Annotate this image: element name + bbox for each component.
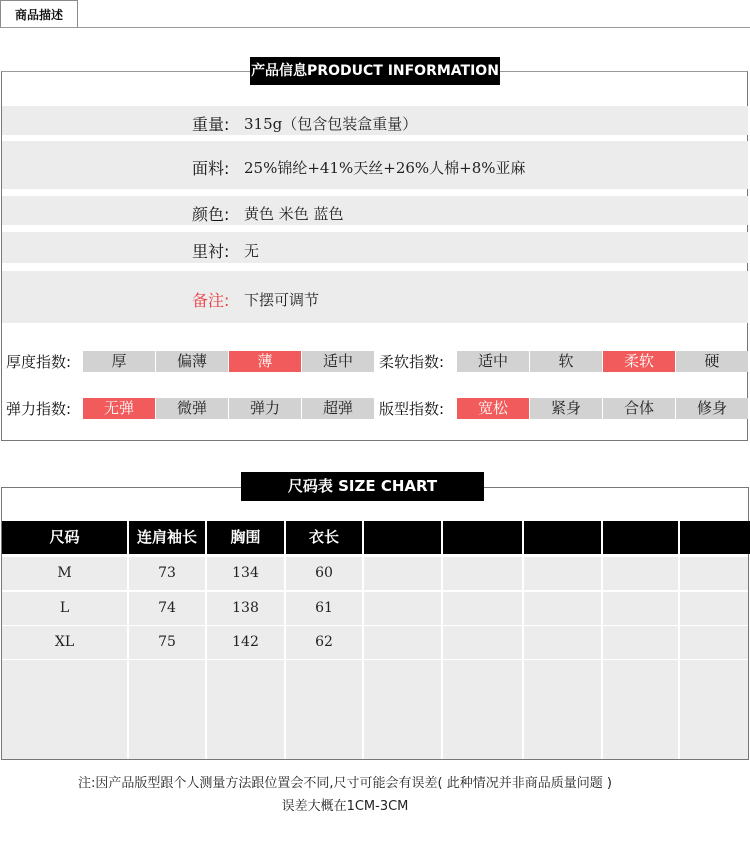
info-row-weight xyxy=(2,106,748,135)
sleeve-cell: 73 xyxy=(158,565,176,581)
size-note: 注:因产品版型跟个人测量方法跟位置会不同,尺寸可能会有误差( 此种情况并非商品质量问题 ) xyxy=(78,776,612,791)
table-row-empty xyxy=(2,693,748,726)
softness-option-selected: 柔软 xyxy=(603,351,675,372)
header-cell: 胸围 xyxy=(230,528,261,546)
table-row xyxy=(2,592,748,625)
info-row-remark xyxy=(2,271,748,323)
info-row-fabric xyxy=(2,141,748,189)
column-divider xyxy=(441,521,443,759)
softness-index-label: 柔软指数: xyxy=(379,353,445,371)
header-cell: 衣长 xyxy=(308,528,339,546)
table-row xyxy=(2,626,748,659)
elasticity-option: 弹力 xyxy=(229,398,301,419)
size-table-header xyxy=(2,521,750,554)
size-chart-title: 尺码表 SIZE CHART xyxy=(241,472,484,501)
sleeve-cell: 75 xyxy=(158,634,176,650)
chest-cell: 142 xyxy=(232,634,259,650)
header-cell: 连肩袖长 xyxy=(136,528,197,546)
tab-product-description[interactable]: 商品描述 xyxy=(0,0,78,27)
column-divider xyxy=(284,521,286,759)
softness-option: 软 xyxy=(530,351,602,372)
thickness-option: 偏薄 xyxy=(156,351,228,372)
fit-option: 合体 xyxy=(603,398,675,419)
elasticity-option-selected: 无弹 xyxy=(83,398,155,419)
info-label: 颜色: xyxy=(192,205,230,224)
info-value: 下摆可调节 xyxy=(244,291,320,309)
size-cell: L xyxy=(59,600,70,616)
info-row-color xyxy=(2,196,748,225)
size-note-tolerance: 误差大概在1CM-3CM xyxy=(281,799,409,814)
fit-option-selected: 宽松 xyxy=(457,398,529,419)
product-info-title: 产品信息PRODUCT INFORMATION xyxy=(250,57,500,85)
column-divider xyxy=(522,521,524,759)
thickness-option-selected: 薄 xyxy=(229,351,301,372)
chest-cell: 134 xyxy=(232,565,259,581)
elasticity-option: 超弹 xyxy=(302,398,374,419)
column-divider xyxy=(127,521,129,759)
info-row-lining xyxy=(2,232,748,263)
thickness-option: 适中 xyxy=(302,351,374,372)
size-cell: XL xyxy=(54,634,75,650)
fit-option: 紧身 xyxy=(530,398,602,419)
info-label: 重量: xyxy=(192,115,230,134)
chest-cell: 138 xyxy=(232,600,259,616)
size-cell: M xyxy=(57,565,72,581)
length-cell: 60 xyxy=(315,565,333,581)
sleeve-cell: 74 xyxy=(158,600,176,616)
info-value: 315g（包含包装盒重量） xyxy=(244,115,418,133)
table-row-empty xyxy=(2,726,748,759)
elasticity-index-label: 弹力指数: xyxy=(6,400,72,418)
thickness-index-label: 厚度指数: xyxy=(6,353,72,371)
info-label: 里衬: xyxy=(192,242,230,261)
info-value: 黄色 米色 蓝色 xyxy=(244,205,344,223)
column-divider xyxy=(601,521,603,759)
column-divider xyxy=(205,521,207,759)
column-divider xyxy=(362,521,364,759)
table-row-empty xyxy=(2,660,748,693)
info-value: 25%锦纶+41%天丝+26%人棉+8%亚麻 xyxy=(244,159,526,177)
length-cell: 61 xyxy=(315,600,333,616)
tab-underline xyxy=(0,27,750,28)
softness-option: 硬 xyxy=(676,351,748,372)
info-value: 无 xyxy=(244,242,260,260)
info-label-remark: 备注: xyxy=(192,291,230,310)
info-label: 面料: xyxy=(192,159,230,178)
softness-option: 适中 xyxy=(457,351,529,372)
fit-index-label: 版型指数: xyxy=(379,400,445,418)
thickness-option: 厚 xyxy=(83,351,155,372)
header-cell: 尺码 xyxy=(49,528,80,546)
length-cell: 62 xyxy=(315,634,333,650)
table-row xyxy=(2,557,748,590)
fit-option: 修身 xyxy=(676,398,748,419)
column-divider xyxy=(678,521,680,759)
elasticity-option: 微弹 xyxy=(156,398,228,419)
